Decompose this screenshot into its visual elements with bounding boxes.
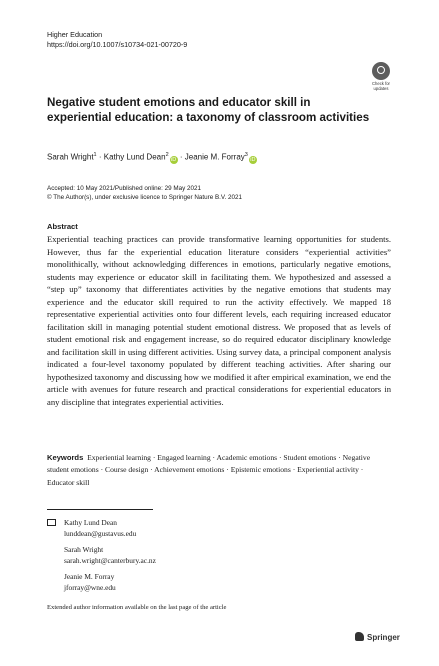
abstract-heading: Abstract xyxy=(47,222,78,231)
author-name: Kathy Lund Dean xyxy=(103,152,166,162)
contact-name: Sarah Wright xyxy=(64,545,104,555)
abstract-text: Experiential teaching practices can provide transformative learning opportunities for students. However, thus far the experiential education literature considers “experiential activities” monolithically, without acknowledging differences in emotions, particularly negative emotions, students may experience or educator skill in facilitating them. We hypothesized and assessed a “step up” taxonomy that differentiates activities by the negative emotions that students may experience and the educator skill required to run the activity effectively. We mapped 18 representative experiential activities onto four different levels, each requiring increased educator facilitation skill in managing potential student emotional distress. We proposed that as levels of student emotional risk and engagement increase, so do required educator disciplinary knowledge and facilitation skill in using different activities. Using survey data, a principal component analysis indicated a four-level taxonomy populated by different teaching activities. After sharing our hypothesized taxonomy and discussing how we modified it after empirical examination, we end the article with avenues for future research and practical considerations for experiential educators in any discipline that integrates experiential activities. xyxy=(47,234,391,407)
contact-name: Kathy Lund Dean xyxy=(64,518,117,527)
author-affiliation: 1 xyxy=(93,152,97,158)
copyright-notice: © The Author(s), under exclusive licence to Springer Nature B.V. 2021 xyxy=(47,194,243,202)
author-list: Sarah Wright$^1$ · Kathy Lund Dean$^2$iD · Jeanie M. Forray$^3$iD xyxy=(47,152,256,163)
contact-email[interactable]: lunddean@gustavus.edu xyxy=(64,528,137,538)
contact-email[interactable]: sarah.wright@canterbury.ac.nz xyxy=(64,555,156,565)
contact-block xyxy=(47,518,156,594)
author-name: Jeanie M. Forray xyxy=(184,152,245,162)
contact-name: Jeanie M. Forray xyxy=(64,572,115,582)
orcid-icon[interactable]: iD xyxy=(250,156,256,163)
doi-link[interactable]: https://doi.org/10.1007/s10734-021-00720-9 xyxy=(47,40,188,49)
footnote-divider xyxy=(47,509,153,510)
publisher-logo xyxy=(355,632,400,642)
crossmark-icon xyxy=(372,62,390,80)
keywords-heading: Keywords xyxy=(47,453,84,462)
springer-horse-icon xyxy=(355,632,364,641)
author-affiliation: 3 xyxy=(244,152,248,158)
orcid-icon[interactable]: iD xyxy=(171,156,177,163)
publisher-name: Springer xyxy=(367,633,400,642)
author-affiliation: 2 xyxy=(165,152,169,158)
accepted-date: Accepted: 10 May 2021/Published online: 29 May 2021 xyxy=(47,185,202,192)
contact-email[interactable]: jforray@wne.edu xyxy=(64,582,116,592)
keywords-list: Experiential learning · Engaged learning · Academic emotions · Student emotions · Negative student emotions · Course design · Achievement emotions · Epistemic emotions · Experiential activity · Educator skill xyxy=(47,453,371,487)
envelope-icon xyxy=(47,519,56,526)
badge-label-line1: Check for xyxy=(372,81,390,86)
publication-dates xyxy=(47,184,242,203)
paper-title: Negative student emotions and educator skill in experiential education: a taxonomy of classroom activities xyxy=(47,96,370,125)
author-name: Sarah Wright xyxy=(47,152,94,162)
extended-author-info: Extended author information available on the last page of the article xyxy=(47,604,227,611)
check-for-updates-badge[interactable] xyxy=(368,62,394,92)
badge-label-line2: updates xyxy=(373,86,389,91)
journal-header xyxy=(47,30,187,50)
journal-name: Higher Education xyxy=(47,30,103,39)
keywords xyxy=(47,452,391,489)
